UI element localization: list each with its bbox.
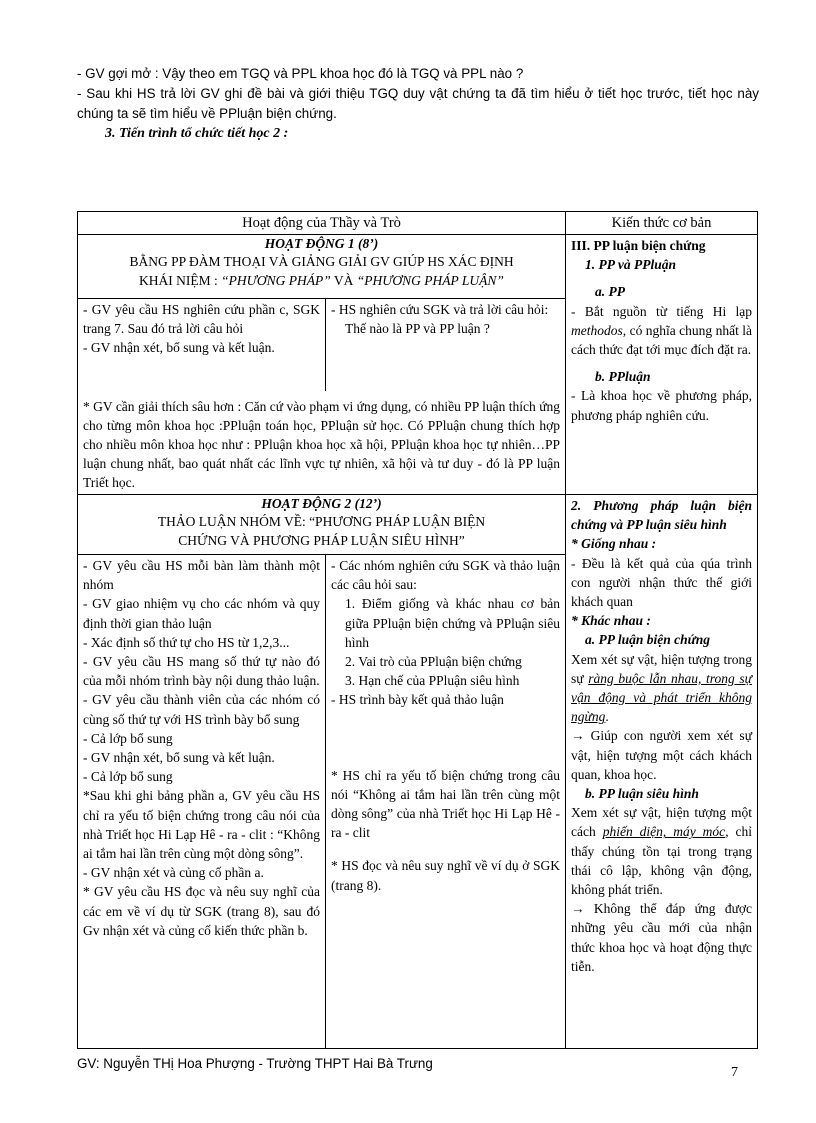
activity-2-subtitle-1: THẢO LUẬN NHÓM VỀ: “PHƯƠNG PHÁP LUẬN BIỆN <box>157 514 486 529</box>
page-number: 7 <box>731 1065 738 1080</box>
activity-2-student-cell <box>326 555 566 1049</box>
kt2-a-underlined: ràng buộc lẫn nhau, trong sự vận động và phát triển không ngừng <box>571 670 753 725</box>
kt2-similar-heading: * Giống nhau : <box>571 536 657 552</box>
activity-1-title-row <box>78 235 758 299</box>
a1-gv-1: - GV yêu cầu HS nghiên cứu phần c, SGK trang 7. Sau đó trả lời câu hỏi <box>83 302 320 337</box>
subtitle-2-c: VÀ <box>330 273 357 288</box>
a2-gv-11: * GV yêu cầu HS đọc và nêu suy nghĩ của các em về ví dụ từ SGK (trang 8), sau đó Gv nhận xét và củng cố kiến thức phần b. <box>83 884 320 938</box>
a2-hs-s1: * HS chỉ ra yếu tố biện chứng trong câu nói “Không ai tắm hai lần trên cùng một dòng sông” của nhà Triết học Hi Lạp Hê - ra - clit <box>331 767 561 841</box>
kt1-b-text: - Là khoa học về phương pháp, phương pháp nghiên cứu. <box>571 388 753 423</box>
arrow-right-icon: → <box>571 728 585 744</box>
footer-author: GV: Nguyễn THị Hoa Phượng - Trường THPT Hai Bà Trưng <box>77 1056 433 1071</box>
kt2-a-text-2: . <box>605 709 609 725</box>
kt1-a-heading: a. PP <box>595 284 626 300</box>
kt2-b-underlined: phiến diện, máy móc <box>602 824 726 840</box>
a2-gv-8: - Cả lớp bổ sung <box>83 769 173 785</box>
a1-hs-2: Thế nào là PP và PP luận ? <box>345 321 490 337</box>
activity-1-knowledge <box>566 235 758 495</box>
activity-1-title: HOẠT ĐỘNG 1 (8’) <box>264 236 379 251</box>
a2-gv-9: *Sau khi ghi bảng phần a, GV yêu cầu HS chỉ ra yếu tố biện chứng trong câu nói của nhà Triết học Hi Lạp Hê - ra - clit : “Không ai tắm hai lần trên cùng một dòng sông”. <box>83 788 320 862</box>
activity-1-subtitle-1: BẰNG PP ĐÀM THOẠI VÀ GIẢNG GIẢI GV GIÚP HS XÁC ĐỊNH <box>129 254 514 269</box>
a1-gv-2: - GV nhận xét, bổ sung và kết luận. <box>83 340 275 356</box>
kt2-different-heading: * Khác nhau : <box>571 613 651 629</box>
activity-2-teacher-cell <box>78 555 326 1049</box>
lesson-table <box>77 211 758 1049</box>
kt2-b-text-2: , chỉ thấy chúng tồn tại trong trạng thái cô lập, không vận động, không phát triển. <box>571 824 753 898</box>
table-header-row <box>78 212 758 235</box>
kt1-b-heading: b. PPluận <box>595 369 651 385</box>
intro-line-2: - Sau khi HS trả lời GV ghi đề bài và giới thiệu TGQ duy vật chứng ta đã tìm hiểu ở tiết học trước, tiết học này chúng ta sẽ tìm hiểu về PPluận biện chứng. <box>77 86 759 121</box>
kt1-subtitle: 1. PP và PPluận <box>585 257 677 273</box>
intro-block <box>77 64 759 144</box>
kt2-title: 2. Phương pháp luận biện chứng và PP luận siêu hình <box>571 498 753 533</box>
activity-1-teacher-cell <box>78 299 326 391</box>
kt2-b-text <box>571 803 752 899</box>
a2-gv-6: - Cả lớp bổ sung <box>83 730 173 746</box>
kt2-a-heading: a. PP luận biện chứng <box>585 632 710 648</box>
header-knowledge: Kiến thức cơ bản <box>566 212 758 235</box>
a2-gv-3: - Xác định số thứ tự cho HS từ 1,2,3... <box>83 634 290 650</box>
a2-hs-q2: 2. Vai trò của PPluận biện chứng <box>345 654 522 670</box>
a2-gv-5: - GV yêu cầu thành viên của các nhóm có cùng số thứ tự với HS trình bày bổ sung <box>83 692 320 727</box>
a2-hs-q1: 1. Điểm giống và khác nhau cơ bản giữa PPluận biện chứng và PPluận siêu hình <box>345 596 561 650</box>
a2-hs-intro: - Các nhóm nghiên cứu SGK và thảo luận các câu hỏi sau: <box>331 558 561 593</box>
activity-2-title-cell <box>78 495 566 555</box>
activity-1-student-cell <box>326 299 566 391</box>
kt2-b-result-text: Không thể đáp ứng được những yêu cầu mới của nhận thức khoa học và hoạt động thực tiễn. <box>571 901 753 974</box>
kt1-a-word: methodos <box>571 322 623 338</box>
kt2-a-result <box>571 726 752 784</box>
activity-1-note-cell <box>78 391 566 495</box>
kt2-b-text-1: Xem xét sự vật, hiện tượng một cách <box>571 805 753 840</box>
a2-gv-1: - GV yêu cầu HS mỗi bàn làm thành một nhóm <box>83 558 320 593</box>
activity-2-title-row <box>78 495 758 555</box>
a2-gv-2: - GV giao nhiệm vụ cho các nhóm và quy định thời gian thảo luận <box>83 596 320 631</box>
a2-gv-10: - GV nhận xét và củng cố phần a. <box>83 865 264 881</box>
subtitle-2-d: “PHƯƠNG PHÁP LUẬN” <box>356 273 504 288</box>
kt1-a-text <box>571 302 752 360</box>
activity-2-title: HOẠT ĐỘNG 2 (12’) <box>261 496 382 511</box>
kt1-a-text-1: - Bắt nguồn từ tiếng Hi lạp <box>571 303 753 319</box>
kt2-similar-text: - Đều là kết quả của qúa trình con người nhận thức thế giới khách quan <box>571 555 753 610</box>
kt2-b-result <box>571 899 752 976</box>
kt1-a-text-2: , có nghĩa chung nhất là cách thức đạt tới mục đích đặt ra. <box>571 322 753 358</box>
a2-hs-report: - HS trình bày kết quả thảo luận <box>331 692 504 708</box>
arrow-right-icon: → <box>571 901 585 917</box>
kt2-b-heading: b. PP luận siêu hình <box>585 786 699 802</box>
subtitle-2-a: KHÁI NIỆM : <box>139 273 222 288</box>
activity-2-knowledge <box>566 495 758 1049</box>
a2-gv-7: - GV nhận xét, bổ sung và kết luận. <box>83 750 275 766</box>
a2-hs-q3: 3. Hạn chế của PPluận siêu hình <box>345 673 520 689</box>
step-heading: 3. Tiến trình tổ chức tiết học 2 : <box>105 126 289 141</box>
header-activities: Hoạt động của Thầy và Trò <box>78 212 566 235</box>
a1-hs-1: - HS nghiên cứu SGK và trả lời câu hỏi: <box>331 302 549 317</box>
activity-1-title-cell <box>78 235 566 299</box>
kt2-a-text <box>571 650 752 727</box>
subtitle-2-b: “PHƯƠNG PHÁP” <box>221 273 331 288</box>
intro-line-1: - GV gợi mở : Vậy theo em TGQ và PPL khoa học đó là TGQ và PPL nào ? <box>77 66 524 81</box>
activity-1-subtitle-2 <box>83 271 560 290</box>
activity-2-subtitle-2: CHỨNG VÀ PHƯƠNG PHÁP LUẬN SIÊU HÌNH” <box>178 533 465 548</box>
a2-gv-4: - GV yêu cầu HS mang số thứ tự nào đó của mỗi nhóm trình bày nội dung thảo luận. <box>83 654 320 689</box>
kt2-a-text-1: Xem xét sự vật, hiện tượng trong sự <box>571 651 753 686</box>
kt1-title: III. PP luận biện chứng <box>571 238 706 253</box>
kt2-a-result-text: Giúp con người xem xét sự vật, hiện tượng một cách khách quan, khoa học. <box>571 728 753 782</box>
a1-note: * GV cần giải thích sâu hơn : Căn cứ vào phạm vi ứng dụng, có nhiều PP luận thích ứng cho từng môn khoa học :PPluận toán học, PPluận sử học. Có PPluận chung thích hợp cho nhiều môn khoa học như : PPluận khoa học xã hội, PPluận khoa học tự nhiên…PP luận chung nhất, bao quát nhất các lĩnh vực tự nhiên, xã hội và tư duy - đó là PP luận Triết học. <box>83 398 561 491</box>
a2-hs-s2: * HS đọc và nêu suy nghĩ về ví dụ ở SGK (trang 8). <box>331 858 561 893</box>
